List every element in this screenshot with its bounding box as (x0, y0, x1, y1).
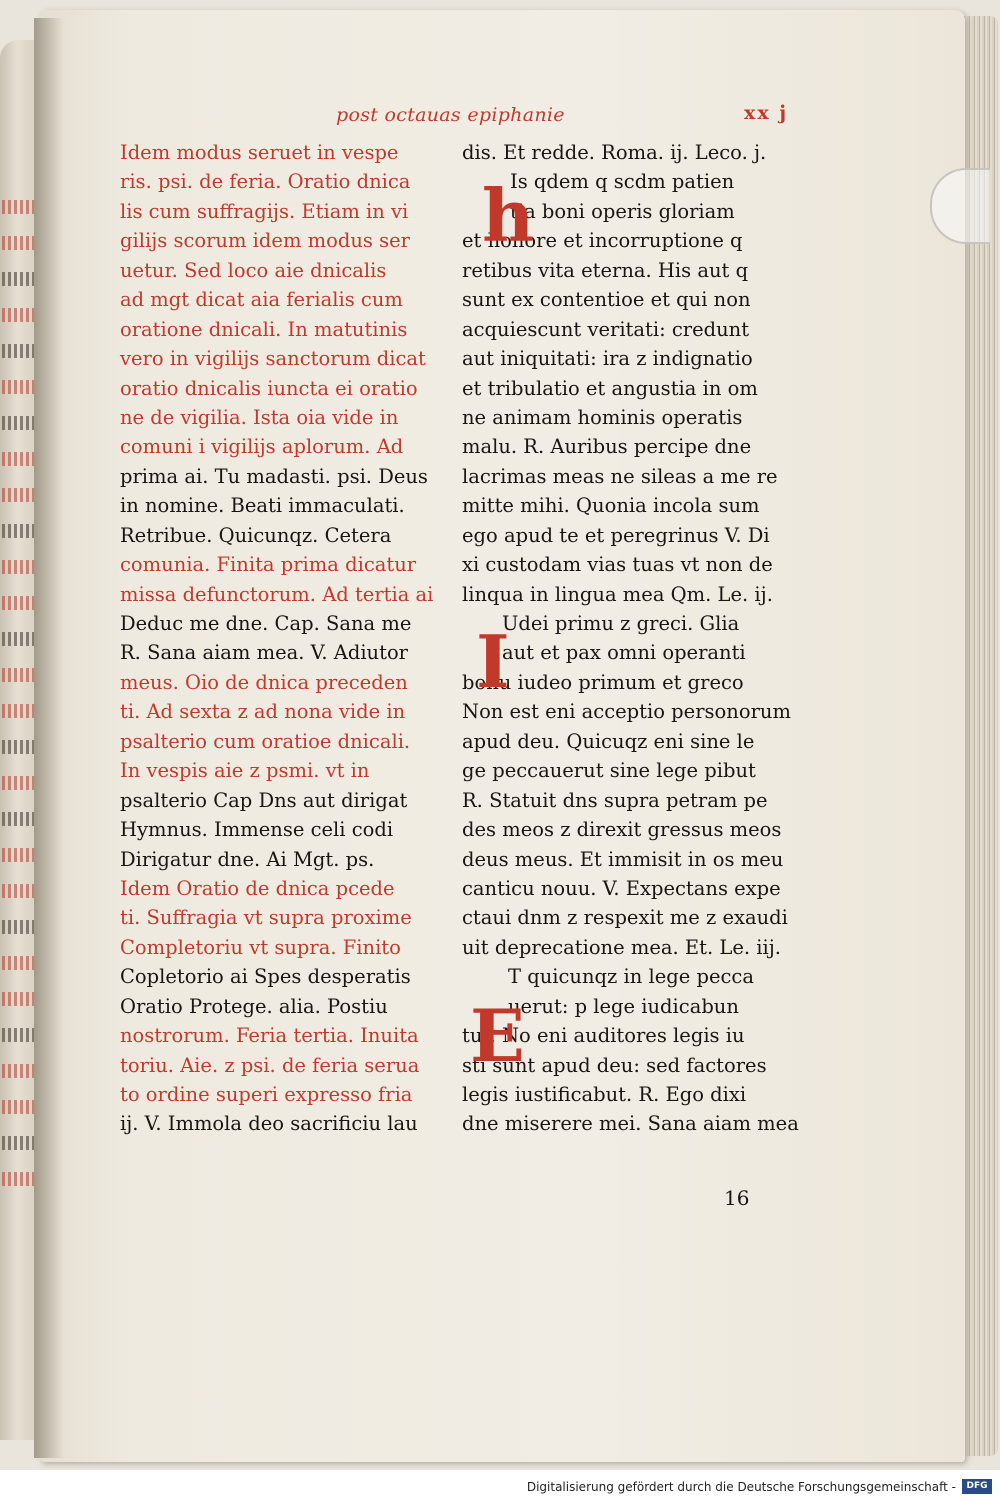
text-line: apud deu. Quicuqz eni sine le (462, 729, 755, 753)
facing-page-text-fragment (2, 524, 38, 538)
text-line: uit deprecatione mea. Et. Le. iij. (462, 935, 781, 959)
text-line: toriu. Aie. z psi. de feria serua (120, 1053, 420, 1077)
text-line: ego apud te et peregrinus V. Di (462, 523, 770, 547)
text-line: ij. V. Immola deo sacrificiu lau (120, 1112, 418, 1136)
facing-page-text-fragment (2, 668, 38, 682)
text-line: acquiescunt veritati: credunt (462, 317, 750, 341)
text-line: ad mgt dicat aia ferialis cum (120, 288, 403, 312)
decorated-initial: h (482, 173, 535, 258)
facing-page-text-fragment (2, 380, 38, 394)
text-line: retibus vita eterna. His aut q (462, 258, 749, 282)
facing-page-text-fragment (2, 200, 38, 214)
text-line: sunt ex contentioe et qui non (462, 288, 751, 312)
text-line: des meos z direxit gressus meos (462, 818, 782, 842)
facing-page-text-fragment (2, 632, 38, 646)
facing-page-text-fragment (2, 308, 38, 322)
facing-page-edge (0, 40, 38, 1440)
facing-page-text-fragment (2, 1064, 38, 1078)
text-line: oratio dnicalis iuncta ei oratio (120, 376, 418, 400)
text-line: oratione dnicali. In matutinis (120, 317, 408, 341)
text-line: vero in vigilijs sanctorum dicat (120, 347, 426, 371)
text-line: T quicunqz in lege pecca (508, 965, 754, 989)
text-line: comuni i vigilijs aplorum. Ad (120, 435, 404, 459)
text-line: Deduc me dne. Cap. Sana me (120, 612, 412, 635)
text-line: Idem modus seruet in vespe (120, 141, 399, 164)
right-text-column (462, 138, 812, 1139)
text-line: lis cum suffragijs. Etiam in vi (120, 199, 409, 223)
text-line: Idem Oratio de dnica pcede (120, 876, 395, 900)
text-line: Completoriu vt supra. Finito (120, 935, 401, 959)
facing-page-text-fragment (2, 848, 38, 862)
text-line: aut et pax omni operanti (502, 641, 746, 665)
facing-page-text-fragment (2, 272, 38, 286)
text-line: Retribue. Quicunqz. Cetera (120, 523, 392, 547)
text-line: R. Sana aiam mea. V. Adiutor (120, 641, 409, 665)
facing-page-text-fragment (2, 920, 38, 934)
folio-number: xx j (744, 102, 789, 124)
facing-page-text-fragment (2, 1136, 38, 1150)
facing-page-text-fragment (2, 344, 38, 358)
left-text-column (120, 138, 456, 1139)
facing-page-text-fragment (2, 992, 38, 1006)
facing-page-text-fragment (2, 812, 38, 826)
page-number: 16 (724, 1186, 750, 1210)
facing-page-text-fragment (2, 704, 38, 718)
text-line: Copletorio ai Spes desperatis (120, 965, 411, 989)
facing-page-text-fragment (2, 776, 38, 790)
text-line: uetur. Sed loco aie dnicalis (120, 258, 387, 282)
text-line: missa defunctorum. Ad tertia ai (120, 582, 434, 606)
text-line: ne de vigilia. Ista oia vide in (120, 405, 399, 429)
text-line: psalterio cum oratioe dnicali. (120, 729, 411, 753)
text-line: bonu iudeo primum et greco (462, 670, 744, 694)
text-line: In vespis aie z psmi. vt in (120, 759, 370, 783)
text-line: Non est eni acceptio personorum (462, 700, 791, 724)
text-line: xi custodam vias tuas vt non de (462, 553, 773, 577)
text-line: Dirigatur dne. Ai Mgt. ps. (120, 847, 375, 871)
facing-page-text-fragment (2, 596, 38, 610)
text-line: legis iustificabut. R. Ego dixi (462, 1083, 747, 1106)
text-line: linqua in lingua mea Qm. Le. ij. (462, 582, 773, 606)
text-line: psalterio Cap Dns aut dirigat (120, 788, 408, 812)
text-line: Udei primu z greci. Glia (502, 612, 740, 635)
text-line: Hymnus. Immense celi codi (120, 818, 394, 842)
text-line: mitte mihi. Quonia incola sum (462, 494, 760, 518)
text-line: ris. psi. de feria. Oratio dnica (120, 170, 411, 194)
text-line: R. Statuit dns supra petram pe (462, 788, 768, 812)
text-line: ti. Ad sexta z ad nona vide in (120, 700, 406, 724)
text-line: ne animam hominis operatis (462, 405, 743, 429)
facing-page-text-fragment (2, 452, 38, 466)
facing-page-text-fragment (2, 884, 38, 898)
text-line: dne miserere mei. Sana aiam mea (462, 1112, 799, 1136)
gutter-shadow (34, 18, 64, 1458)
facing-page-text-fragment (2, 740, 38, 754)
text-line: et tribulatio et angustia in om (462, 376, 758, 400)
dfg-logo: DFG (962, 1479, 992, 1494)
text-line: lacrimas meas ne sileas a me re (462, 464, 778, 488)
text-line: nostrorum. Feria tertia. Inuita (120, 1024, 419, 1048)
page-clip (930, 168, 990, 244)
text-line: canticu nouu. V. Expectans expe (462, 876, 781, 900)
text-line: ti. Suffragia vt supra proxime (120, 906, 412, 930)
text-line: tia boni operis gloriam (510, 199, 735, 223)
text-line: sti sunt apud deu: sed factores (462, 1053, 767, 1077)
text-line: comunia. Finita prima dicatur (120, 553, 417, 577)
text-line: in nomine. Beati immaculati. (120, 494, 405, 518)
facing-page-text-fragment (2, 1028, 38, 1042)
facing-page-text-fragment (2, 1172, 38, 1186)
text-line: ge peccauerut sine lege pibut (462, 759, 756, 783)
footer-credit: Digitalisierung gefördert durch die Deutsche Forschungsgemeinschaft - (526, 1480, 956, 1494)
decorated-initial: I (476, 619, 510, 704)
text-line: to ordine superi expresso fria (120, 1083, 413, 1106)
text-line: aut iniquitati: ira z indignatio (462, 347, 753, 371)
text-line: et honore et incorruptione q (462, 229, 743, 253)
facing-page-text-fragment (2, 488, 38, 502)
text-line: gilijs scorum idem modus ser (120, 229, 410, 253)
text-line: deus meus. Et immisit in os meu (462, 847, 784, 871)
text-line: ctaui dnm z respexit me z exaudi (462, 906, 788, 930)
facing-page-text-fragment (2, 560, 38, 574)
running-head: post octauas epiphanie (336, 104, 565, 126)
text-line: Is qdem q scdm patien (510, 170, 735, 194)
text-line: uerut: p lege iudicabun (508, 994, 739, 1018)
text-line: Oratio Protege. alia. Postiu (120, 994, 388, 1018)
text-line: meus. Oio de dnica preceden (120, 670, 408, 694)
text-line: malu. R. Auribus percipe dne (462, 435, 752, 459)
text-line: dis. Et redde. Roma. ij. Leco. j. (462, 141, 767, 164)
facing-page-text-fragment (2, 1100, 38, 1114)
facing-page-text-fragment (2, 956, 38, 970)
text-line: prima ai. Tu madasti. psi. Deus (120, 464, 428, 488)
decorated-initial: E (470, 993, 525, 1078)
footer-bar (0, 1470, 1000, 1502)
text-line: tur. No eni auditores legis iu (462, 1024, 745, 1048)
facing-page-text-fragment (2, 416, 38, 430)
facing-page-text-fragment (2, 236, 38, 250)
